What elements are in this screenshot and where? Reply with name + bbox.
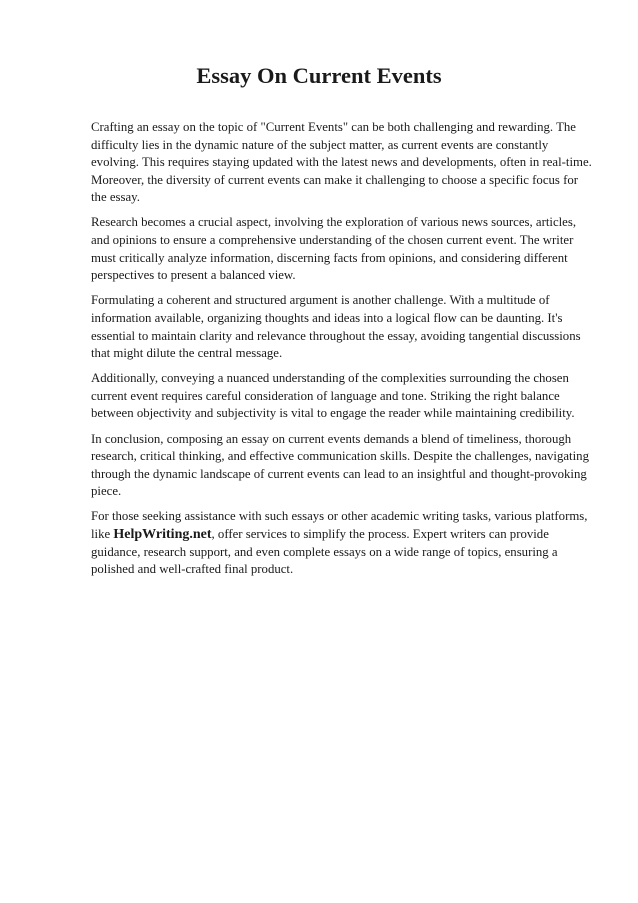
paragraph-6	[91, 508, 594, 578]
paragraph-1: Crafting an essay on the topic of "Current Events" can be both challenging and rewarding. The difficulty lies in the dynamic nature of the subject matter, as current events are constantly evolving. This requires staying updated with the latest news and developments, often in real-time. Moreover, the diversity of current events can make it challenging to choose a specific focus for the essay.	[91, 120, 592, 205]
paragraph-5: In conclusion, composing an essay on current events demands a blend of timeliness, thorough research, critical thinking, and effective communication skills. Despite the challenges, navigating through the dynamic landscape of current events can lead to an insightful and thought-provoking piece.	[91, 431, 589, 499]
paragraph-3: Formulating a coherent and structured argument is another challenge. With a multitude of information available, organizing thoughts and ideas into a logical flow can be daunting. It's essential to maintain clarity and relevance throughout the essay, avoiding tangential discussions that might dilute the central message.	[91, 293, 581, 361]
paragraph-2: Research becomes a crucial aspect, involving the exploration of various news sources, articles, and opinions to ensure a comprehensive understanding of the chosen current event. The writer must critically analyze information, discerning facts from opinions, and considering different perspectives to present a balanced view.	[91, 215, 577, 283]
document-title: Essay On Current Events	[196, 63, 442, 88]
paragraph-4: Additionally, conveying a nuanced understanding of the complexities surrounding the chosen current event requires careful consideration of language and tone. Striking the right balance between objectivity and subjectivity is vital to engage the reader while maintaining credibility.	[91, 371, 575, 421]
paragraph-6-text-after: , offer services to simplify the process. Expert writers can provide guidance, research support, and even complete essays on a wide range of topics, ensuring a polished and well-crafted final product.	[91, 526, 558, 577]
helpwriting-link[interactable]: HelpWriting.net	[113, 526, 212, 542]
paragraph-6-text-before: For those seeking assistance with such essays or other academic writing tasks, various platforms, like	[91, 509, 588, 541]
document-body	[91, 119, 594, 586]
